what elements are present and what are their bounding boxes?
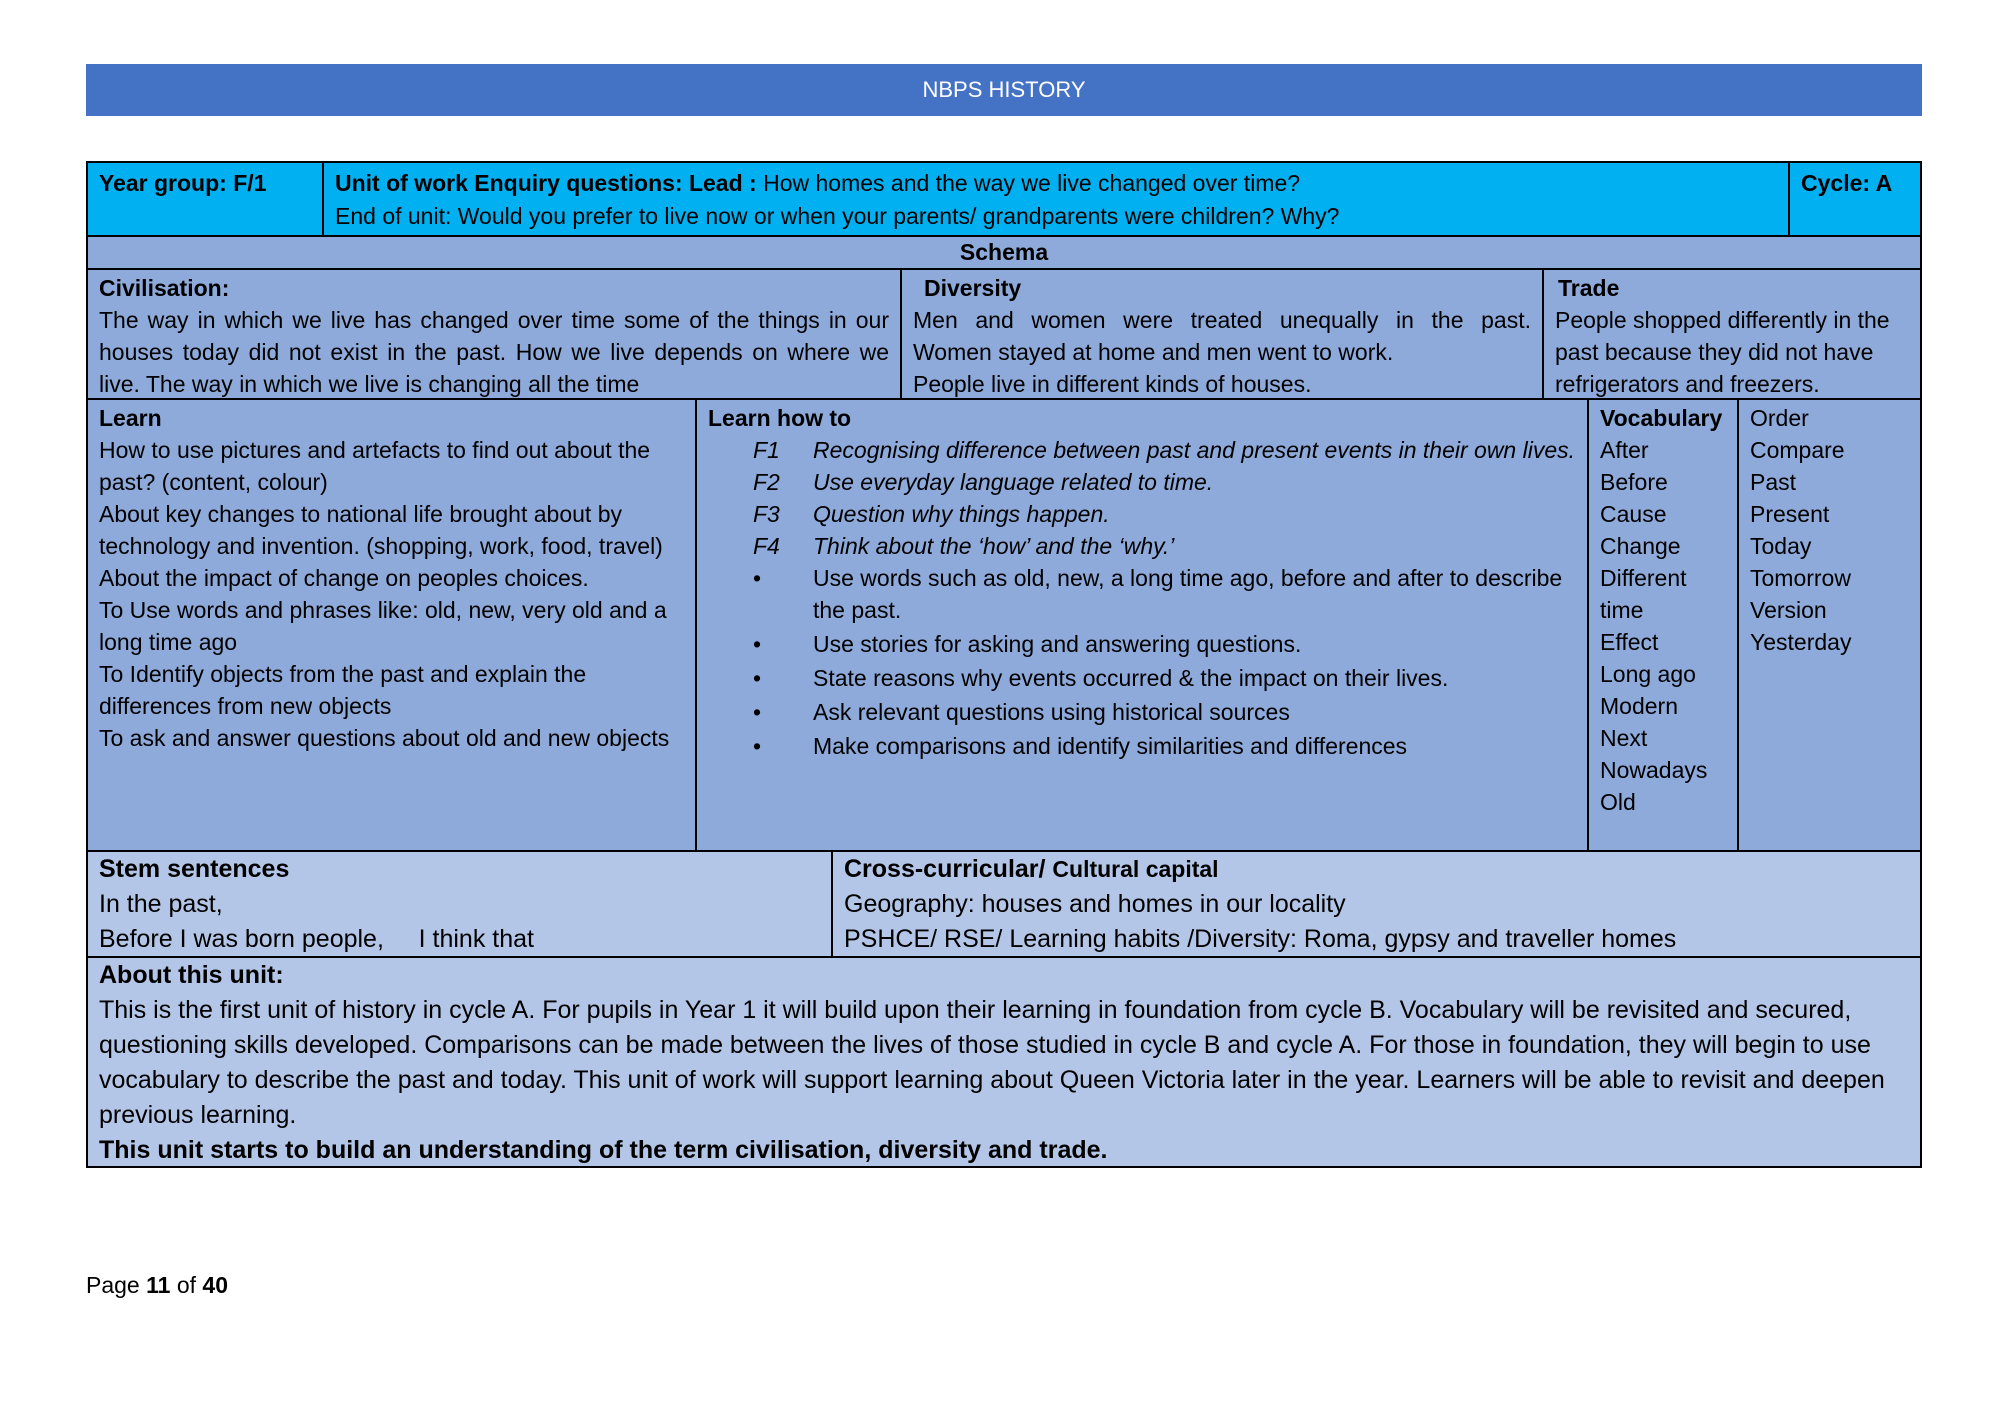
vocab-word: Version xyxy=(1750,597,1827,623)
vocab-word: Present xyxy=(1750,501,1830,527)
vocab-word: Different time xyxy=(1600,565,1687,623)
about-heading: About this unit: xyxy=(99,961,284,989)
vocab-word: Long ago xyxy=(1600,661,1696,687)
schema-row xyxy=(88,235,1920,268)
end-question: End of unit: Would you prefer to live now or when your parents/ grandparents were children? Why? xyxy=(335,203,1340,229)
cross-heading xyxy=(844,852,1909,887)
item-marker: F4 xyxy=(753,533,780,559)
vocab-word: Today xyxy=(1750,533,1812,559)
diversity-line-3: People live in different kinds of houses. xyxy=(913,371,1312,397)
learn-row xyxy=(88,398,1920,850)
vocab-word: Change xyxy=(1600,533,1681,559)
bullet-icon: • xyxy=(753,665,762,691)
footer-current-page: 11 xyxy=(146,1272,171,1298)
numbered-item xyxy=(708,434,1575,466)
vocab-word: Nowadays xyxy=(1600,757,1708,783)
numbered-item xyxy=(708,530,1575,562)
civilisation-heading: Civilisation: xyxy=(99,275,230,301)
bullet-text: Use stories for asking and answering questions. xyxy=(813,631,1302,657)
vocab-word: Old xyxy=(1600,789,1636,815)
schema-title: Schema xyxy=(959,239,1049,265)
bullet-icon: • xyxy=(753,565,762,591)
item-marker: F1 xyxy=(753,437,780,463)
footer-prefix: Page xyxy=(86,1272,140,1298)
item-text: Use everyday language related to time. xyxy=(813,469,1214,495)
learn-heading: Learn xyxy=(99,405,162,431)
cross-line-1: Geography: houses and homes in our locality xyxy=(844,890,1346,918)
bullet-item xyxy=(708,562,1575,626)
trade-heading: Trade xyxy=(1558,275,1620,301)
vocab-word: Yesterday xyxy=(1750,629,1852,655)
diversity-heading: Diversity xyxy=(924,275,1022,301)
bullet-icon: • xyxy=(753,631,762,657)
vocabulary-col-1 xyxy=(1587,400,1737,850)
cycle-label: Cycle: A xyxy=(1801,170,1893,196)
civilisation-cell xyxy=(88,270,900,398)
numbered-item xyxy=(708,498,1575,530)
learn-item: To Use words and phrases like: old, new, very old and a long time ago xyxy=(99,597,667,655)
cross-line-2: PSHCE/ RSE/ Learning habits /Diversity: Roma, gypsy and traveller homes xyxy=(844,925,1677,953)
item-text: Recognising difference between past and present events in their own lives. xyxy=(813,437,1576,463)
learn-item: To ask and answer questions about old and new objects xyxy=(99,725,670,751)
learn-item: How to use pictures and artefacts to find out about the past? (content, colour) xyxy=(99,437,651,495)
bullet-item xyxy=(708,696,1575,728)
diversity-cell xyxy=(900,270,1542,398)
page-banner xyxy=(86,64,1922,116)
item-text: Question why things happen. xyxy=(813,501,1110,527)
vocab-word: Effect xyxy=(1600,629,1659,655)
vocab-word: Tomorrow xyxy=(1750,565,1851,591)
bullet-icon: • xyxy=(753,699,762,725)
lead-question-line xyxy=(335,167,1777,200)
lead-question: How homes and the way we live changed over time? xyxy=(763,170,1301,196)
stem-cross-row xyxy=(88,850,1920,956)
about-closing: This unit starts to build an understanding of the term civilisation, diversity and trade. xyxy=(99,1136,1108,1164)
vocab-word: Cause xyxy=(1600,501,1667,527)
page-footer xyxy=(86,1272,228,1299)
stem-heading: Stem sentences xyxy=(99,855,290,883)
learn-how-heading: Learn how to xyxy=(708,405,852,431)
trade-cell xyxy=(1542,270,1920,398)
vocab-word: After xyxy=(1600,437,1649,463)
item-text: Think about the ‘how’ and the ‘why.’ xyxy=(813,533,1175,559)
footer-total-pages: 40 xyxy=(202,1272,228,1298)
stem-cell xyxy=(88,852,831,956)
bullet-text: Ask relevant questions using historical sources xyxy=(813,699,1290,725)
bullet-text: Make comparisons and identify similarities and differences xyxy=(813,733,1408,759)
year-group-cell xyxy=(88,163,322,235)
cross-cell xyxy=(831,852,1920,956)
bullet-text: State reasons why events occurred & the impact on their lives. xyxy=(813,665,1449,691)
bullet-item xyxy=(708,628,1575,660)
about-cell xyxy=(88,958,1920,1166)
trade-text: People shopped differently in the past because they did not have refrigerators and freezers. xyxy=(1555,307,1890,397)
bullet-item xyxy=(708,730,1575,762)
enquiry-cell xyxy=(322,163,1788,235)
about-row xyxy=(88,956,1920,1166)
enquiry-label: Enquiry questions: Lead : xyxy=(474,170,757,196)
learn-item: To Identify objects from the past and explain the differences from new objects xyxy=(99,661,587,719)
vocabulary-col-2 xyxy=(1737,400,1920,850)
vocab-word: Next xyxy=(1600,725,1648,751)
year-group-label: Year group: F/1 xyxy=(99,170,267,196)
vocab-word: Order xyxy=(1750,405,1809,431)
schema-content-row xyxy=(88,268,1920,398)
vocab-word: Compare xyxy=(1750,437,1845,463)
diversity-line-1: Men and women were treated unequally in the past. xyxy=(913,307,1531,333)
about-text: This is the first unit of history in cycle A. For pupils in Year 1 it will build upon their learning in foundation from cycle B. Vocabulary will be revisited and secured, questioning skills developed. Comparisons can be made between the lives of those studied in cycle B and cycle A. For those in foundation, they will begin to use vocabulary to describe the past and today. This unit of work will support learning about Queen Victoria later in the year. Learners will be able to revisit and deepen previous learning. xyxy=(99,996,1885,1129)
vocab-word: Before xyxy=(1600,469,1668,495)
stem-line-1: In the past, xyxy=(99,890,223,918)
vocab-word: Past xyxy=(1750,469,1797,495)
vocab-word: Modern xyxy=(1600,693,1678,719)
learn-cell xyxy=(88,400,695,850)
bullet-icon: • xyxy=(753,733,762,759)
learn-how-cell xyxy=(695,400,1587,850)
diversity-line-2: Women stayed at home and men went to work. xyxy=(913,339,1394,365)
unit-of-work-label: Unit of work xyxy=(335,170,468,196)
cross-heading-a: Cross-curricular/ xyxy=(844,855,1046,883)
footer-of: of xyxy=(176,1272,197,1298)
stem-line-2: Before I was born people, I think that xyxy=(99,925,534,953)
item-marker: F2 xyxy=(753,469,780,495)
civilisation-text: The way in which we live has changed over time some of the things in our houses today did not exist in the past. How we live depends on where we live. The way in which we live is changing all the time xyxy=(99,307,889,397)
vocabulary-heading: Vocabulary xyxy=(1600,405,1723,431)
header-row xyxy=(88,163,1920,235)
bullet-item xyxy=(708,662,1575,694)
learn-item: About the impact of change on peoples choices. xyxy=(99,565,589,591)
unit-plan-table xyxy=(86,161,1922,1168)
item-marker: F3 xyxy=(753,501,780,527)
cross-heading-b: Cultural capital xyxy=(1052,856,1219,882)
learn-item: About key changes to national life brought about by technology and invention. (shopping, work, food, travel) xyxy=(99,501,663,559)
cycle-cell xyxy=(1788,163,1920,235)
banner-title: NBPS HISTORY xyxy=(922,77,1086,102)
numbered-item xyxy=(708,466,1575,498)
bullet-text: Use words such as old, new, a long time ago, before and after to describe the past. xyxy=(813,565,1563,623)
